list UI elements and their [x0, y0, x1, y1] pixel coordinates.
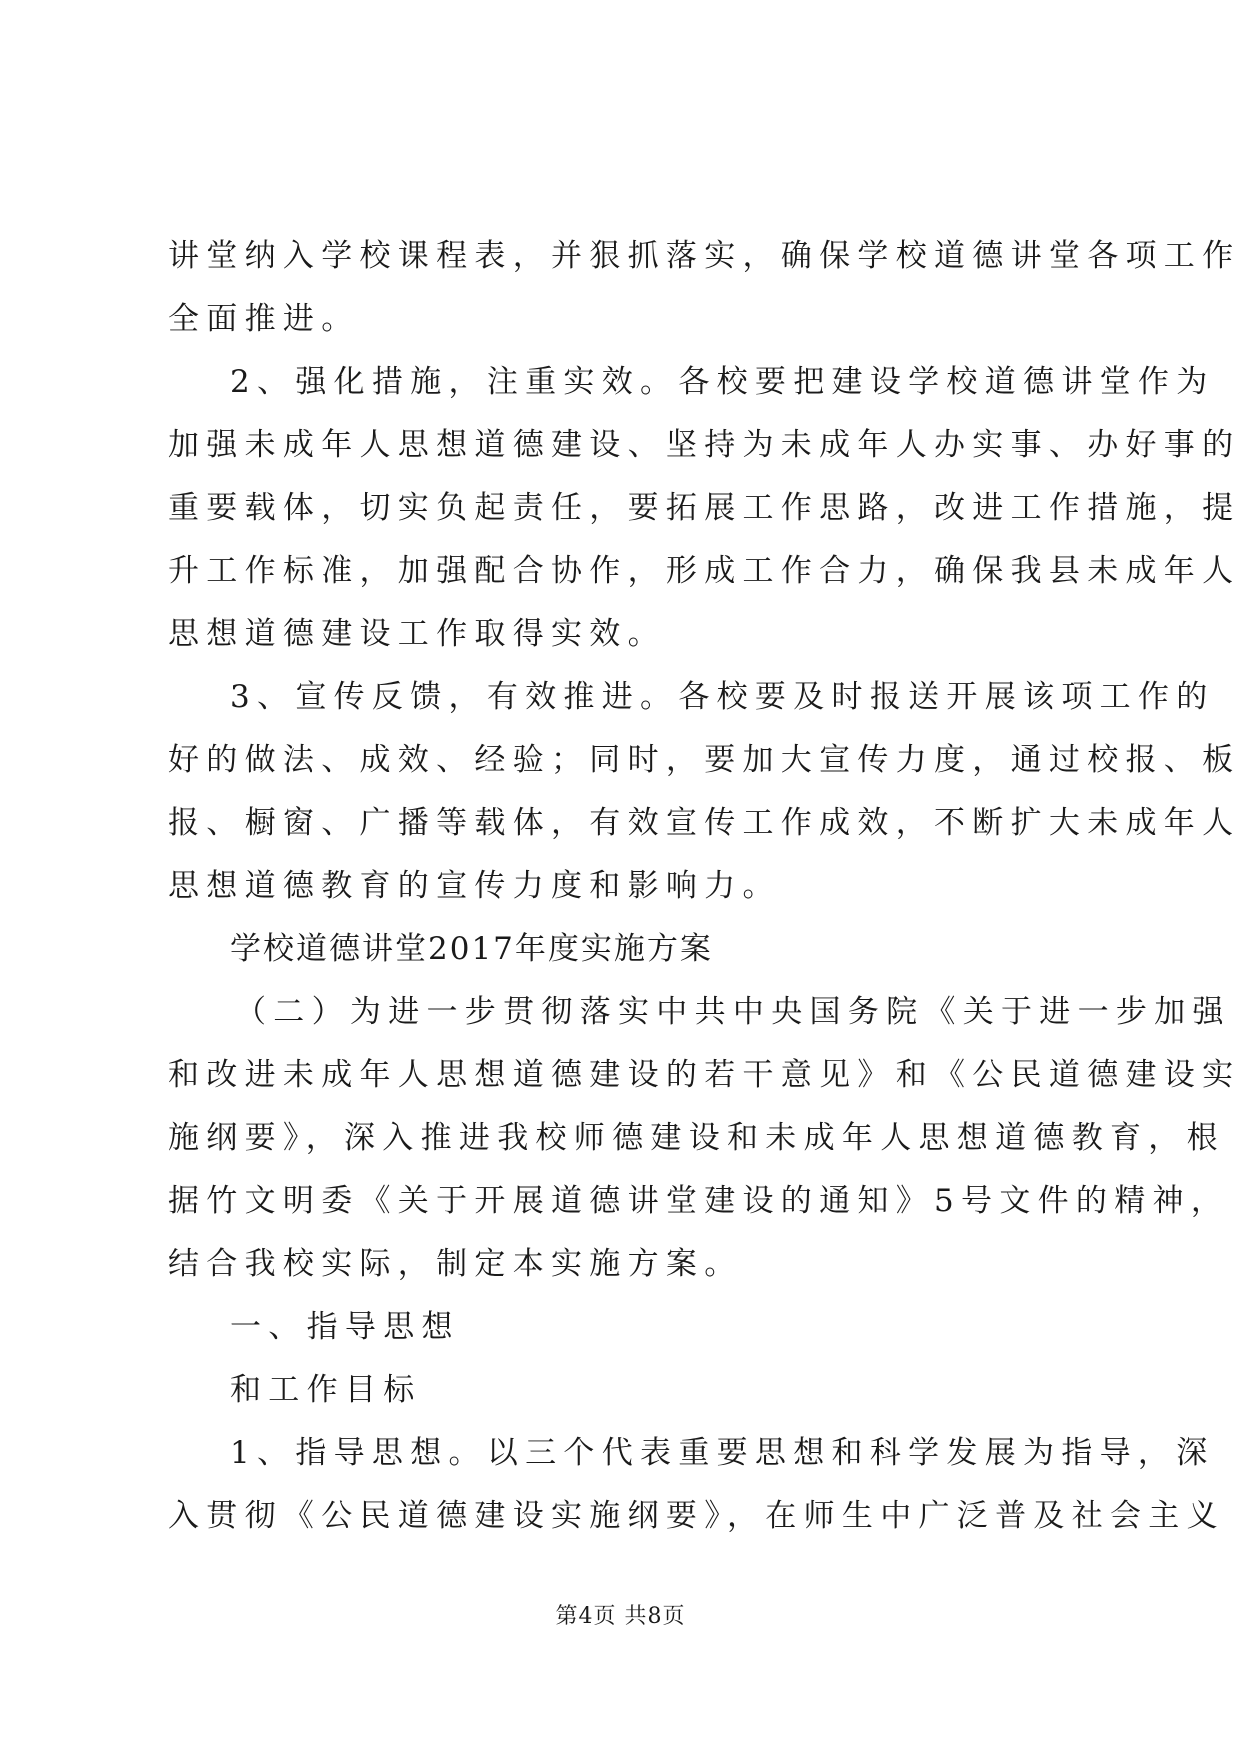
section-title: 学校道德讲堂2017年度实施方案: [230, 931, 713, 967]
body-line: 和改进未成年人思想道德建设的若干意见》和《公民道德建设实: [168, 1057, 1241, 1093]
body-line: 好的做法、成效、经验；同时，要加大宣传力度，通过校报、板: [168, 742, 1241, 778]
body-line: 1、指导思想。以三个代表重要思想和科学发展为指导，深: [230, 1435, 1215, 1471]
body-line: 入贯彻《公民道德建设实施纲要》，在师生中广泛普及社会主义: [168, 1498, 1225, 1534]
section-heading: 一、指导思想: [230, 1309, 460, 1345]
body-line: 报、橱窗、广播等载体，有效宣传工作成效，不断扩大未成年人: [168, 805, 1241, 841]
body-line: （二）为进一步贯彻落实中共中央国务院《关于进一步加强: [235, 994, 1231, 1030]
body-line: 施纲要》，深入推进我校师德建设和未成年人思想道德教育，根: [168, 1120, 1225, 1156]
body-line: 升工作标准，加强配合协作，形成工作合力，确保我县未成年人: [168, 553, 1241, 589]
body-line: 全面推进。: [168, 301, 360, 337]
body-line: 思想道德建设工作取得实效。: [168, 616, 666, 652]
body-line: 结合我校实际，制定本实施方案。: [168, 1246, 743, 1282]
body-line: 思想道德教育的宣传力度和影响力。: [168, 868, 781, 904]
body-line: 重要载体，切实负起责任，要拓展工作思路，改进工作措施，提: [168, 490, 1241, 526]
body-line: 据竹文明委《关于开展道德讲堂建设的通知》5号文件的精神，: [168, 1183, 1230, 1219]
section-heading: 和工作目标: [230, 1372, 422, 1408]
body-line: 讲堂纳入学校课程表，并狠抓落实，确保学校道德讲堂各项工作: [168, 238, 1241, 274]
body-line: 2、强化措施，注重实效。各校要把建设学校道德讲堂作为: [230, 364, 1215, 400]
page-footer: 第4页 共8页: [555, 1604, 686, 1629]
body-line: 3、宣传反馈，有效推进。各校要及时报送开展该项工作的: [230, 679, 1215, 715]
body-line: 加强未成年人思想道德建设、坚持为未成年人办实事、办好事的: [168, 427, 1241, 463]
